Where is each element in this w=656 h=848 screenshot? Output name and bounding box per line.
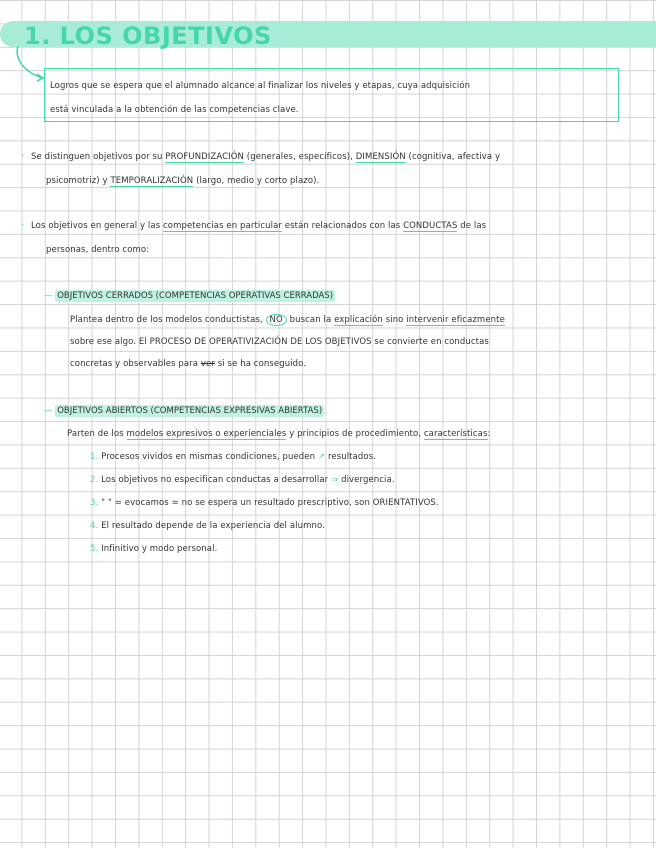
text: psicomotriz) y <box>46 176 111 186</box>
term-temporalizacion: TEMPORALIZACIÓN <box>110 176 194 186</box>
cerrados-line-3 <box>70 358 306 370</box>
text: El resultado depende de la experiencia del alumno. <box>101 521 325 531</box>
point-2-line-2: personas, dentro como: <box>46 245 150 255</box>
cerrados-heading: — OBJETIVOS CERRADOS (COMPETENCIAS OPERATIVAS CERRADAS) <box>44 291 334 301</box>
term-competencias: competencias en particular <box>163 221 282 231</box>
implies-arrow-icon: ⇒ <box>331 475 339 485</box>
text: (generales, específicos), <box>243 152 356 162</box>
list-item <box>90 451 376 463</box>
arrow-up-icon: ↗ <box>317 452 326 462</box>
term-dimension: DIMENSIÓN <box>355 152 406 162</box>
text: (largo, medio y corto plazo). <box>193 176 320 186</box>
term-profundidad: PROFUNDIZACIÓN <box>165 152 244 162</box>
abiertos-heading-text: OBJETIVOS ABIERTOS (COMPETENCIAS EXPRESIVAS ABIERTAS) <box>57 406 323 416</box>
definition-line-2: está vinculada a la obtención de las competencias clave. <box>50 105 299 115</box>
text: están relacionados con las <box>281 221 404 231</box>
item-number: 5. <box>90 544 99 554</box>
point-1-line-2 <box>46 175 319 187</box>
cerrados-line-1 <box>70 314 505 326</box>
text: divergencia. <box>338 475 395 485</box>
list-item <box>90 497 439 509</box>
text: Procesos vividos en mismas condiciones, pueden <box>101 452 318 462</box>
item-number: 3. <box>90 498 99 508</box>
text: (cognitiva, afectiva y <box>405 152 501 162</box>
point-1-line-1 <box>31 151 500 163</box>
term-intervenir: intervenir eficazmente <box>406 315 505 325</box>
struck-word: ver <box>200 359 215 369</box>
text: Los objetivos no especifican conductas a desarrollar <box>101 475 332 485</box>
text: Parten de los <box>67 429 127 439</box>
text: " " = evocamos = no se espera un resultado prescriptivo, son ORIENTATIVOS. <box>101 498 439 508</box>
term-conductas: CONDUCTAS <box>403 221 458 231</box>
text: sino <box>382 315 407 325</box>
item-number: 1. <box>90 452 99 462</box>
text: buscan la <box>286 315 335 325</box>
item-number: 4. <box>90 521 99 531</box>
abiertos-intro <box>67 428 490 440</box>
point-2-line-1 <box>31 220 486 232</box>
term-caracteristicas: características <box>423 429 488 439</box>
page-title: 1. LOS OBJETIVOS <box>24 22 272 50</box>
abiertos-heading: — OBJETIVOS ABIERTOS (COMPETENCIAS EXPRESIVAS ABIERTAS) <box>44 406 323 416</box>
text: Plantea dentro de los modelos conductistas, <box>70 315 266 325</box>
text: si se ha conseguido. <box>214 359 307 369</box>
text: Infinitivo y modo personal. <box>101 544 218 554</box>
definition-line-1: Logros que se espera que el alumnado alcance al finalizar los niveles y etapas, cuya adquisición <box>50 81 471 91</box>
term-explicacion: explicación <box>334 315 383 325</box>
text: y principios de procedimiento, <box>286 429 424 439</box>
term-modelos: modelos expresivos o experienciales <box>126 429 287 439</box>
bullet-dash: · <box>21 149 25 162</box>
list-item <box>90 520 325 532</box>
text: de las <box>457 221 487 231</box>
bullet-dot: · <box>21 218 25 231</box>
text: resultados. <box>325 452 377 462</box>
circled-no: NO <box>266 314 287 326</box>
text: Los objetivos en general y las <box>31 221 164 231</box>
text: Se distinguen objetivos por su <box>31 152 166 162</box>
list-item <box>90 543 217 555</box>
cerrados-heading-text: OBJETIVOS CERRADOS (COMPETENCIAS OPERATIVAS CERRADAS) <box>57 291 334 301</box>
list-item <box>90 474 395 486</box>
text: concretas y observables para <box>70 359 201 369</box>
cerrados-line-2: sobre ese algo. El PROCESO DE OPERATIVIZACIÓN DE LOS OBJETIVOS se convierte en conductas <box>70 337 489 347</box>
item-number: 2. <box>90 475 99 485</box>
text: : <box>487 429 491 439</box>
